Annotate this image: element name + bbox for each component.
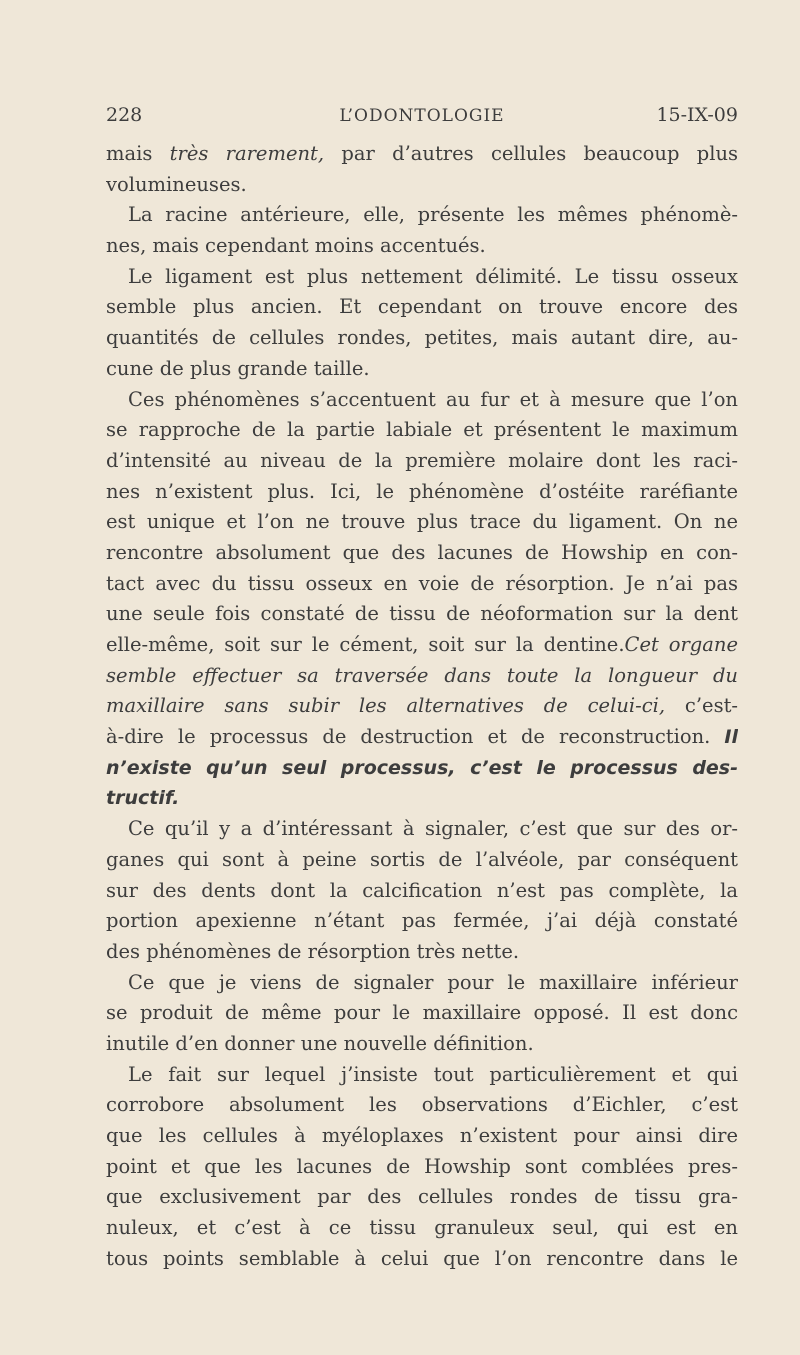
- text-run: tructif.: [106, 787, 180, 810]
- text-run: semble effectuer sa traversée dans toute la longueur du: [106, 663, 738, 687]
- text-line: [106, 1121, 738, 1152]
- text-line: [106, 1152, 738, 1183]
- text-run: sur des dents dont la calcification n’est pas complète, la: [106, 878, 738, 902]
- text-run: Il: [724, 726, 738, 749]
- text-run: que exclusivement par des cellules rondes de tissu gra-: [106, 1185, 738, 1209]
- text-run: volumineuses.: [106, 172, 247, 196]
- text-run: se rapproche de la partie labiale et présentent le maximum: [106, 418, 738, 442]
- text-line: [106, 753, 738, 784]
- text-line: [106, 385, 738, 416]
- text-line: [106, 1090, 738, 1121]
- text-run: rencontre absolument que des lacunes de Howship en con-: [106, 540, 738, 564]
- text-run: d’intensité au niveau de la première molaire dont les raci-: [106, 448, 738, 472]
- text-run: c’est-: [665, 694, 738, 718]
- text-run: à-dire le processus de destruction et de reconstruction.: [106, 725, 725, 749]
- text-run: très rarement,: [169, 142, 325, 165]
- text-line: [106, 1182, 738, 1213]
- text-line: [106, 170, 738, 201]
- text-line: [106, 1244, 738, 1275]
- text-run: cune de plus grande taille.: [106, 356, 370, 380]
- text-run: Ce que je viens de signaler pour le maxillaire inférieur: [128, 970, 738, 994]
- text-run: mais: [106, 142, 170, 165]
- text-run: par d’autres cellules beaucoup plus: [324, 142, 738, 165]
- text-run: une seule fois constaté de tissu de néoformation sur la dent: [106, 602, 738, 626]
- text-line: [106, 845, 738, 876]
- text-line: [106, 1060, 738, 1091]
- text-run: ganes qui sont à peine sortis de l’alvéole, par conséquent: [106, 847, 738, 871]
- text-run: tous points semblable à celui que l’on rencontre dans le: [106, 1246, 738, 1270]
- text-line: [106, 968, 738, 999]
- text-run: maxillaire sans subir les alternatives de celui-ci,: [106, 694, 666, 718]
- text-run: elle-même, soit sur le cément, soit sur la dentine.: [106, 633, 625, 656]
- text-run: nuleux, et c’est à ce tissu granuleux seul, qui est en: [106, 1216, 738, 1240]
- text-line: [106, 906, 738, 937]
- text-line: [106, 446, 738, 477]
- text-line: [106, 139, 738, 170]
- text-run: Ces phénomènes s’accentuent au fur et à mesure que l’on: [128, 387, 738, 411]
- text-run: est unique et l’on ne trouve plus trace du ligament. On ne: [106, 510, 738, 534]
- text-run: n’existe qu’un seul processus, c’est le processus des-: [106, 756, 738, 779]
- text-line: [106, 599, 738, 630]
- text-run: nes n’existent plus. Ici, le phénomène d’ostéite raréfiante: [106, 479, 738, 503]
- text-run: Le ligament est plus nettement délimité. Le tissu osseux: [128, 264, 738, 288]
- text-line: [106, 691, 738, 722]
- text-line: [106, 292, 738, 323]
- text-line: [106, 354, 738, 385]
- text-run: des phénomènes de résorption très nette.: [106, 939, 520, 963]
- text-line: [106, 323, 738, 354]
- text-line: [106, 200, 738, 231]
- text-run: Ce qu’il y a d’intéressant à signaler, c’est que sur des or-: [128, 817, 738, 841]
- text-run: Cet organe: [624, 633, 738, 656]
- text-line: [106, 569, 738, 600]
- text-line: [106, 1029, 738, 1060]
- text-run: La racine antérieure, elle, présente les mêmes phénomè-: [128, 203, 738, 227]
- text-line: [106, 814, 738, 845]
- issue-date: 15-IX-09: [656, 104, 738, 126]
- running-header: [106, 104, 738, 130]
- text-run: corrobore absolument les observations d’Eichler, c’est: [106, 1093, 738, 1117]
- text-run: nes, mais cependant moins accentués.: [106, 234, 486, 258]
- text-line: [106, 876, 738, 907]
- text-line: [106, 231, 738, 262]
- text-line: [106, 937, 738, 968]
- text-line: [106, 722, 738, 753]
- text-run: inutile d’en donner une nouvelle définition.: [106, 1031, 534, 1055]
- text-run: se produit de même pour le maxillaire opposé. Il est donc: [106, 1001, 738, 1025]
- text-run: quantités de cellules rondes, petites, mais autant dire, au-: [106, 326, 738, 350]
- text-line: [106, 538, 738, 569]
- text-run: Le fait sur lequel j’insiste tout particulièrement et qui: [128, 1062, 738, 1086]
- text-run: tact avec du tissu osseux en voie de résorption. Je n’ai pas: [106, 571, 738, 595]
- text-line: [106, 1213, 738, 1244]
- body-text: [106, 139, 738, 1274]
- text-run: semble plus ancien. Et cependant on trouve encore des: [106, 295, 738, 319]
- text-line: [106, 661, 738, 692]
- text-run: que les cellules à myéloplaxes n’existent pour ainsi dire: [106, 1124, 738, 1147]
- text-line: [106, 507, 738, 538]
- text-line: [106, 415, 738, 446]
- text-line: [106, 630, 738, 661]
- text-line: [106, 783, 738, 814]
- text-line: [106, 998, 738, 1029]
- page-number: 228: [106, 104, 143, 126]
- text-line: [106, 262, 738, 293]
- text-line: [106, 477, 738, 508]
- text-run: portion apexienne n’étant pas fermée, j’ai déjà constaté: [106, 909, 738, 933]
- journal-title: L’ODONTOLOGIE: [339, 106, 505, 126]
- text-run: point et que les lacunes de Howship sont comblées pres-: [106, 1154, 738, 1178]
